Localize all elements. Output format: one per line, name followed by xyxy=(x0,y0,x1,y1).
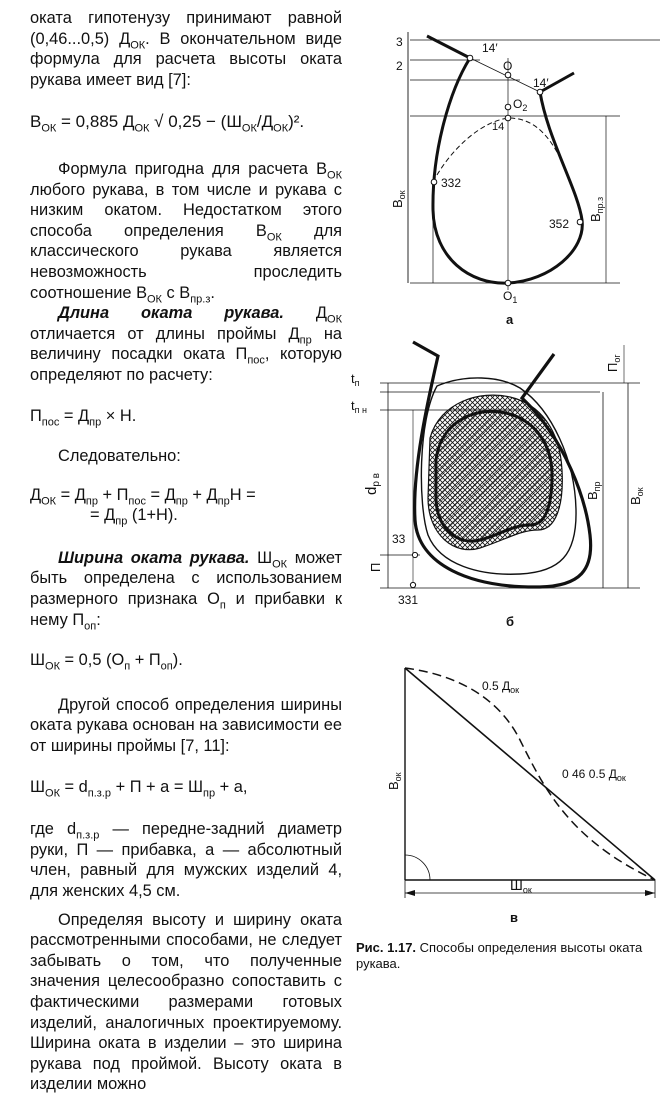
label-Sh-ok: $Ш_{ок}$ xyxy=(510,877,532,895)
figure-a-label: а xyxy=(506,312,514,327)
figure-b-armhole xyxy=(351,342,645,629)
point-14-prime-right: 14′ xyxy=(533,76,549,90)
tick-3: 3 xyxy=(396,35,403,49)
formula-b-ok: $В_{ОК} = 0,885$ $Д_{ОК}$ √ $0,25 - (Ш_{ОК}/Д_{ОК})^2$. xyxy=(30,112,305,135)
point-332: 332 xyxy=(441,176,462,190)
figure-b-label: б xyxy=(506,614,515,629)
tick-2: 2 xyxy=(396,59,403,73)
label-t-pn: $t_{п н}$ xyxy=(351,398,367,415)
paragraph: Определяя высоту и ширину оката рассмотренными способами, не следует забывать о том, что полученные значения целесообразно сопоставить с фактическими размерами готовых изделий, аналогичных проектируемому. Ширина оката в изделии – это ширина рукава под проймой. Высоту оката в изделии можно xyxy=(30,910,342,1094)
paragraph: где $d_{п.з.р}$ — передне-задний диаметр руки, П — прибавка, а — абсолютный член, равный для мужских изделий 4, для женских 4,5 см. xyxy=(30,820,343,900)
paragraph: Другой способ определения ширины оката рукава основан на зависимости ее от ширины проймы [7, 11]: xyxy=(30,695,342,756)
figure-caption: Рис. 1.17. Способы определения высоты оката рукава. xyxy=(356,940,643,971)
label-046-05-d-ok: 0 46 0.5 $Д_{ок}$ xyxy=(562,767,626,783)
dim-b-ok: $В_{ок}$ xyxy=(390,190,407,208)
label-P: П xyxy=(368,562,383,572)
paragraph: оката гипотенузу принимают равной (0,46...0,5) $Д_{ОК}$. В окончательном виде формула для расчета высоты оката рукава имеет вид [7]: xyxy=(30,9,342,89)
point-331: 331 xyxy=(398,593,419,607)
label-B-ok: $В_{ок}$ xyxy=(628,487,645,505)
label-B-pr: $В_{пр}$ xyxy=(585,481,602,500)
label-05-d-ok-top: 0.5 $Д_{ок}$ xyxy=(482,679,520,695)
formula-d-ok-line1: $Д_{ОК} = Д_{пр} + П_{пос} = Д_{пр} + Д_{пр}Н$ = xyxy=(30,485,256,507)
paragraph: Ширина оката рукава. $Ш_{ОК}$ может быть определена с использованием размерного признака $О_п$ и прибавки к нему $П_{оп}$: xyxy=(30,548,343,632)
dim-b-prz: $В_{пр.з}$ xyxy=(588,196,605,222)
paragraph: Длина оката рукава. $Д_{ОК}$ отличается от длины проймы $Д_{пр}$ на величину посадки оката $П_{пос}$, которую определяют по расчету: xyxy=(30,304,343,384)
point-O: O xyxy=(503,59,513,73)
figure-v-triangle xyxy=(386,668,655,925)
formula-p-pos: $П_{пос} = Д_{пр} \times Н$. xyxy=(30,406,137,428)
point-14-prime-left: 14′ xyxy=(482,41,498,55)
paragraph: Следовательно: xyxy=(58,447,181,466)
label-B-ok-v: $В_{ок}$ xyxy=(386,772,403,790)
paragraph: Формула пригодна для расчета $В_{ОК}$ любого рукава, в том числе и рукава с низким окатом. Недостатком этого способа определения $В_{ОК}$ для классического рукава является невозможность проследить соотношение $В_{ОК}$ с $В_{пр.з}$. xyxy=(30,159,343,305)
point-33: 33 xyxy=(392,532,406,546)
label-t-p: $t_п$ xyxy=(351,371,360,388)
point-O1: $O_1$ xyxy=(503,289,518,305)
formula-sh-ok-2: $Ш_{ОК} = d_{п.з.р} + П + а = Ш_{пр} + а$, xyxy=(30,777,248,799)
label-P-og: $П_{ог}$ xyxy=(605,354,622,372)
formula-sh-ok-1: $Ш_{ОК} = 0,5$ $(О_п + П_{оп})$. xyxy=(30,651,183,673)
figure-a-sleeve-cap xyxy=(390,32,660,327)
point-O2: $O_2$ xyxy=(513,97,528,113)
point-14: 14 xyxy=(492,121,505,133)
formula-d-ok-line2: = $Д_{пр}$ (1+Н). xyxy=(90,506,178,528)
label-d-prv: $d_{р в}$ xyxy=(363,473,382,495)
figure-v-label: в xyxy=(510,910,518,925)
point-352: 352 xyxy=(549,217,570,231)
